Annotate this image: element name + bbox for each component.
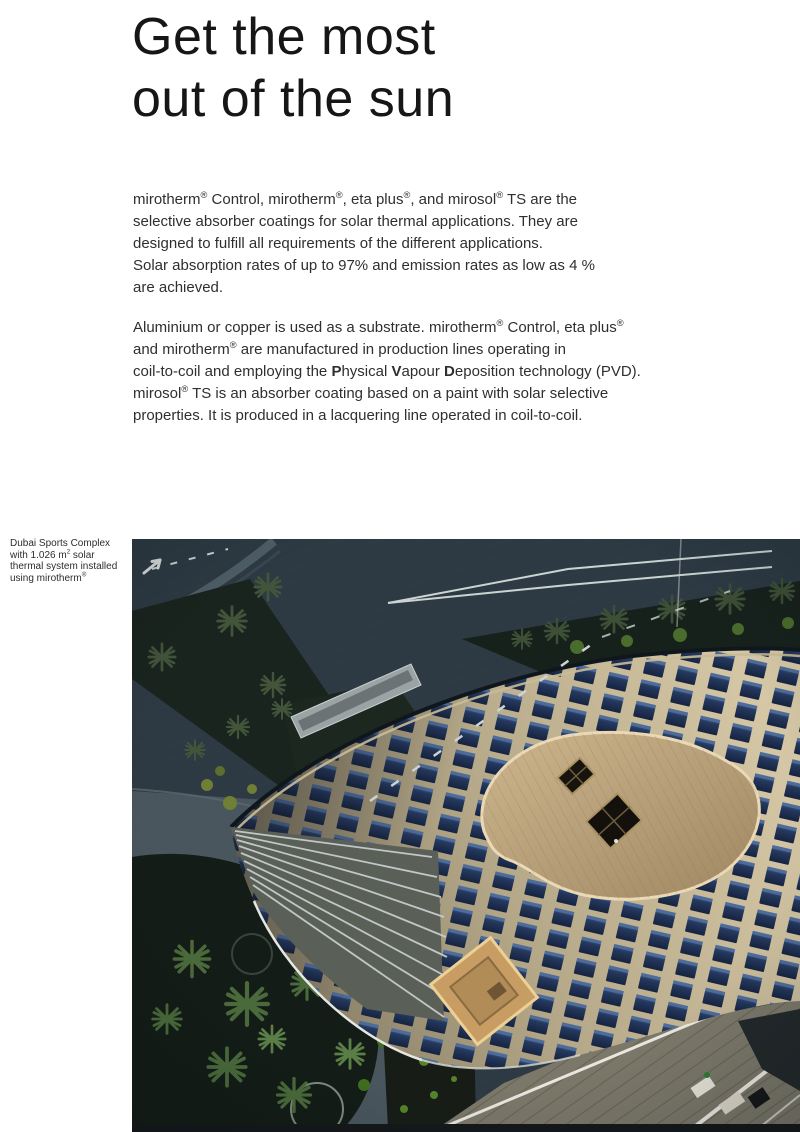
aerial-photo bbox=[132, 539, 800, 1132]
intro-text bbox=[133, 189, 693, 427]
page-title: Get the most out of the sun bbox=[132, 8, 455, 128]
intro-paragraph-2: Aluminium or copper is used as a substrate. mirotherm® Control, eta plus® and mirotherm® are manufactured in production lines operating in coil-to-coil and employing the Physical Vapour Deposition technology (PVD). mirosol® TS is an absorber coating based on a paint with solar selective properties. It is produced in a lacquering line operated in coil-to-coil. bbox=[133, 318, 641, 424]
photo-caption: Dubai Sports Complex with 1.026 $m^2$ solar thermal system installed using mirotherm® bbox=[10, 538, 118, 585]
vignette-overlay bbox=[132, 539, 800, 1132]
intro-paragraph-1: mirotherm® Control, mirotherm®, eta plus®, and mirosol® TS are the selective absorber coatings for solar thermal applications. They are designed to fulfill all requirements of the different applications. Solar absorption rates of up to 97% and emission rates as low as 4 % are achieved. bbox=[133, 190, 595, 296]
aerial-photo-graphic bbox=[132, 539, 800, 1132]
